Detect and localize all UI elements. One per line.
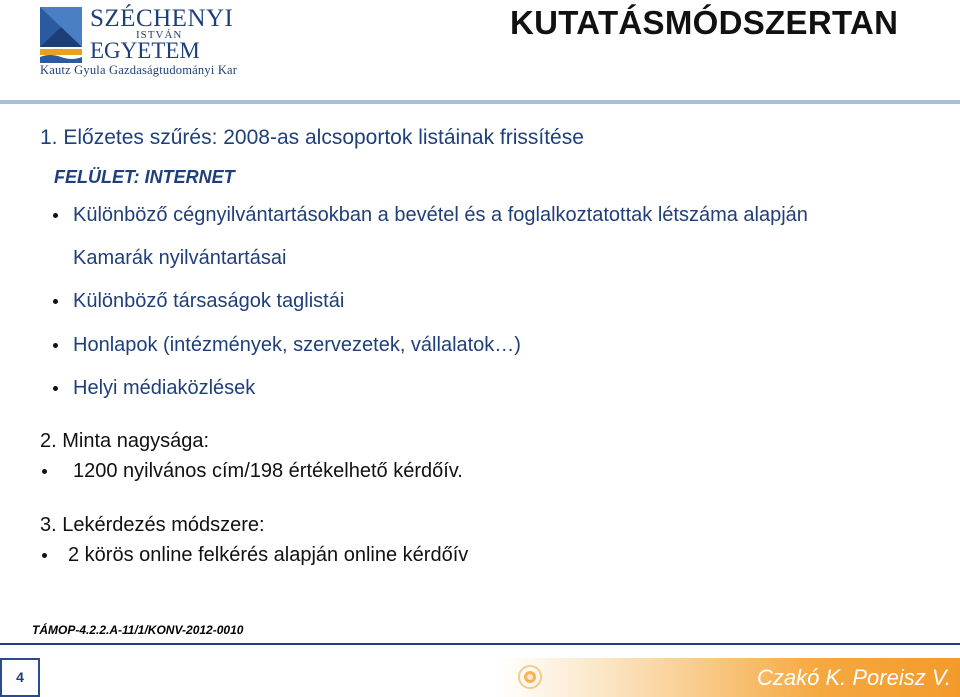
- sun-icon: [517, 664, 543, 690]
- footer-divider: [0, 643, 960, 645]
- slide-title: KUTATÁSMÓDSZERTAN: [510, 4, 899, 41]
- section1-heading: 1. Előzetes szűrés: 2008-as alcsoportok listáinak frissítése: [40, 126, 584, 149]
- list-item: Kamarák nyilvántartásai: [73, 247, 287, 269]
- logo-text-faculty: Kautz Gyula Gazdaságtudományi Kar: [40, 63, 238, 77]
- section1-subheading: FELÜLET: INTERNET: [54, 167, 235, 187]
- list-item: Különböző társaságok taglistái: [73, 290, 345, 312]
- header-divider: [0, 100, 960, 104]
- list-item: 2 körös online felkérés alapján online kérdőív: [68, 544, 469, 566]
- bullet-icon: [42, 553, 47, 558]
- list-item: Különböző cégnyilvántartásokban a bevétel és a foglalkoztatottak létszáma alapján: [73, 204, 808, 226]
- bullet-icon: [53, 299, 58, 304]
- page-number: 4: [0, 658, 40, 697]
- section3-heading: 3. Lekérdezés módszere:: [40, 514, 265, 536]
- bullet-icon: [53, 213, 58, 218]
- logo-text-egyetem: EGYETEM: [90, 38, 200, 63]
- bullet-icon: [53, 386, 58, 391]
- university-crest-icon: [40, 7, 82, 63]
- bullet-icon: [53, 343, 58, 348]
- list-item: Helyi médiaközlések: [73, 377, 256, 399]
- authors: Czakó K. Poreisz V.: [757, 665, 951, 690]
- logo-text-istvan: ISTVÁN: [136, 29, 183, 41]
- list-item: Honlapok (intézmények, szervezetek, vállalatok…): [73, 334, 521, 356]
- university-logo: [40, 5, 290, 77]
- project-code: TÁMOP-4.2.2.A-11/1/KONV-2012-0010: [32, 623, 244, 637]
- logo-text-szechenyi: SZÉCHENYI: [90, 5, 234, 32]
- list-item: 1200 nyilvános cím/198 értékelhető kérdőív.: [73, 460, 463, 482]
- section2-heading: 2. Minta nagysága:: [40, 430, 209, 452]
- bullet-icon: [42, 469, 47, 474]
